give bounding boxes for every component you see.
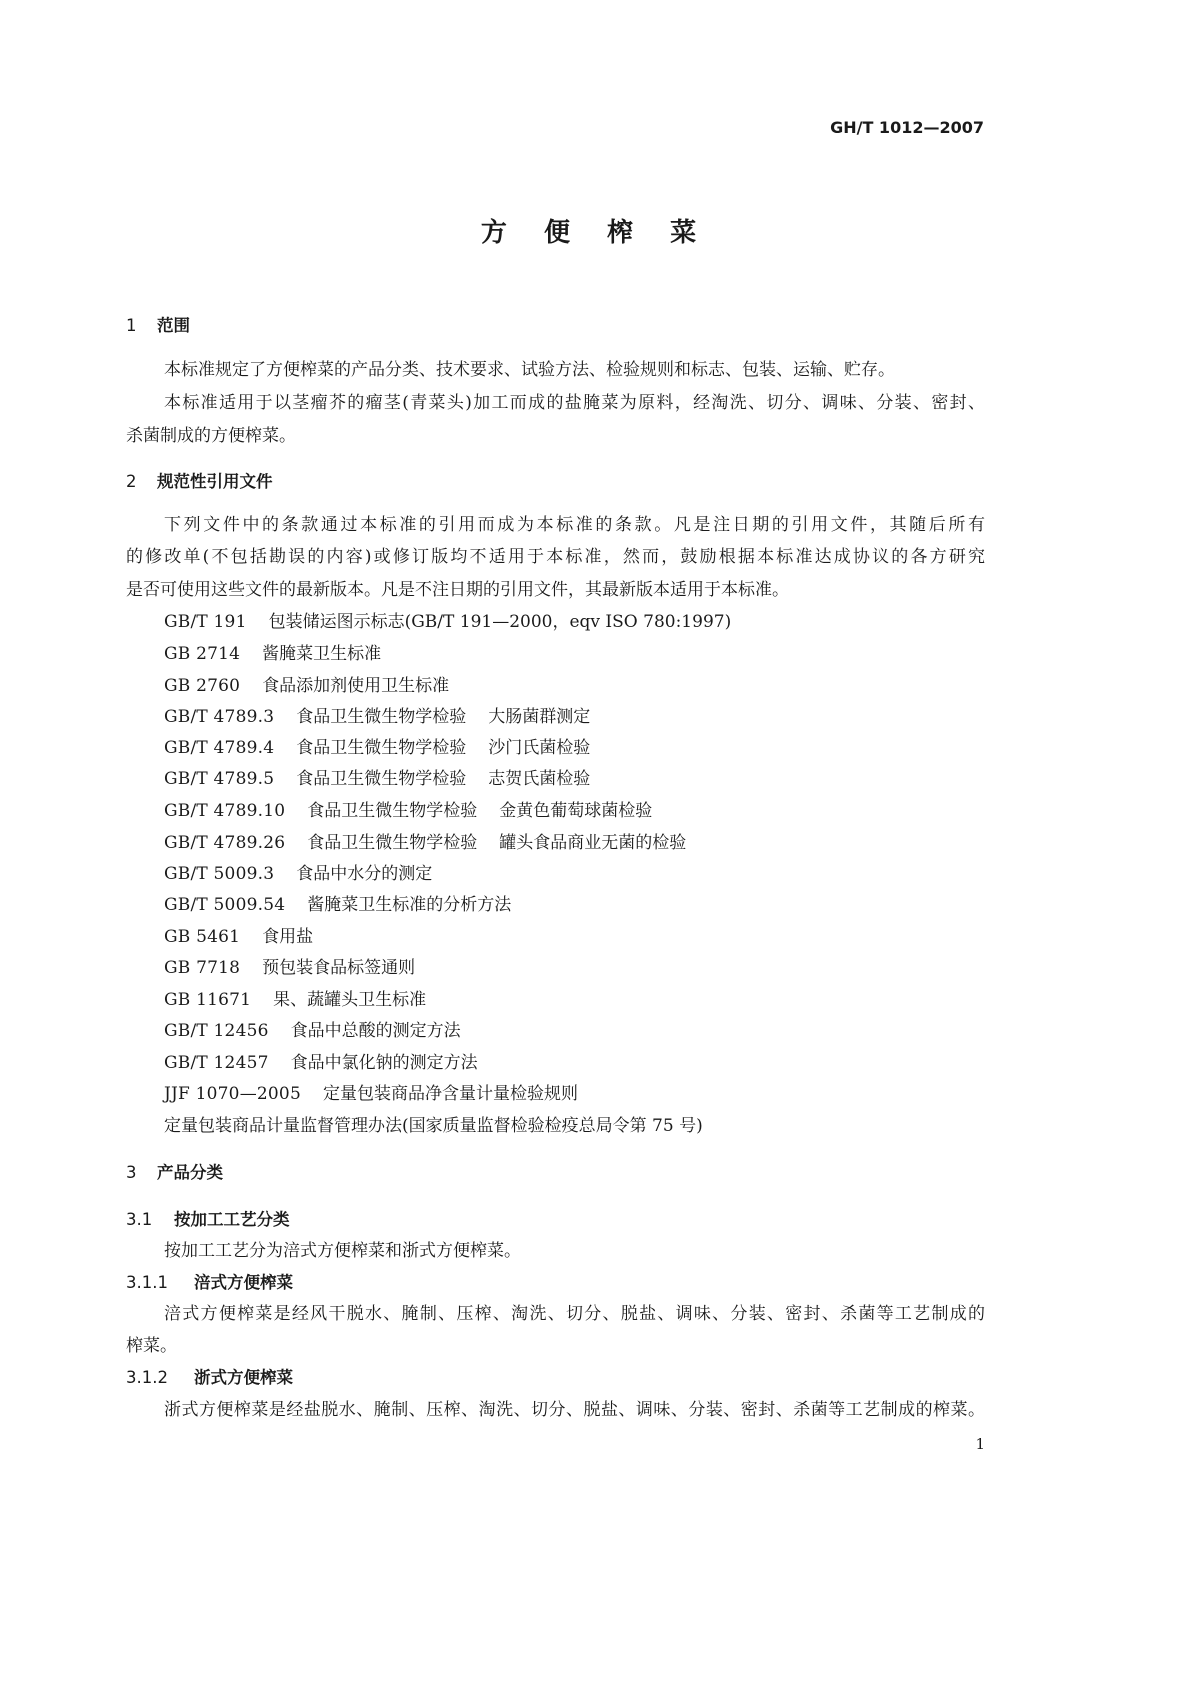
section-title: 按加工工艺分类 — [174, 1210, 290, 1229]
page-number: 1 — [975, 1435, 985, 1453]
section-number: 3 — [126, 1163, 137, 1182]
reference-item — [164, 956, 415, 980]
reference-item — [164, 705, 590, 729]
reference-code: GB 2760 — [164, 676, 241, 696]
reference-code: GB 7718 — [164, 958, 241, 978]
subsection-heading-3-1-2 — [126, 1366, 293, 1390]
reference-code: GB 5461 — [164, 927, 241, 947]
reference-title: 食品中氯化钠的测定方法 — [290, 1053, 478, 1073]
reference-code: GB/T 191 — [164, 612, 247, 632]
reference-item — [164, 988, 426, 1012]
reference-item — [164, 642, 381, 666]
reference-code: GB/T 4789.10 — [164, 801, 286, 821]
reference-item — [164, 799, 652, 823]
section-heading-3 — [126, 1161, 223, 1185]
paragraph: 的修改单(不包括勘误的内容)或修订版均不适用于本标准，然而，鼓励根据本标准达成协议的各方研究 — [126, 547, 985, 567]
paragraph: 浙式方便榨菜是经盐脱水、腌制、压榨、淘洗、切分、脱盐、调味、分装、密封、杀菌等工艺制成的榨菜。 — [164, 1400, 985, 1420]
reference-title: 食用盐 — [262, 927, 314, 947]
reference-code: GB/T 4789.5 — [164, 769, 275, 789]
reference-code: GB/T 4789.26 — [164, 833, 286, 853]
subsection-heading-3-1 — [126, 1208, 290, 1232]
reference-subtitle: 志贺氏菌检验 — [488, 769, 591, 789]
section-title: 规范性引用文件 — [157, 472, 273, 491]
reference-title: 食品中水分的测定 — [296, 864, 433, 884]
paragraph: 按加工工艺分为涪式方便榨菜和浙式方便榨菜。 — [164, 1241, 521, 1261]
paragraph: 是否可使用这些文件的最新版本。凡是不注日期的引用文件，其最新版本适用于本标准。 — [126, 580, 789, 600]
section-number: 3.1.1 — [126, 1273, 168, 1292]
reference-item — [164, 767, 590, 791]
reference-item — [164, 893, 511, 917]
section-number: 1 — [126, 316, 137, 335]
reference-item — [164, 1051, 478, 1075]
reference-item: 定量包装商品计量监督管理办法(国家质量监督检验检疫总局令第 75 号) — [164, 1116, 703, 1136]
reference-title: 果、蔬罐头卫生标准 — [273, 990, 427, 1010]
reference-item — [164, 1019, 461, 1043]
reference-code: GB/T 12457 — [164, 1053, 269, 1073]
reference-subtitle: 大肠菌群测定 — [488, 707, 591, 727]
reference-code: GB/T 5009.54 — [164, 895, 286, 915]
reference-code: GB/T 12456 — [164, 1021, 269, 1041]
reference-title: 预包装食品标签通则 — [262, 958, 416, 978]
reference-item — [164, 610, 731, 634]
reference-code: GB/T 4789.4 — [164, 738, 275, 758]
section-heading-2 — [126, 470, 273, 494]
reference-subtitle: 沙门氏菌检验 — [488, 738, 591, 758]
paragraph: 本标准适用于以茎瘤芥的瘤茎(青菜头)加工而成的盐腌菜为原料，经淘洗、切分、调味、分装、密封、 — [164, 393, 985, 413]
reference-title: 酱腌菜卫生标准的分析方法 — [307, 895, 512, 915]
paragraph: 榨菜。 — [126, 1336, 177, 1356]
reference-item — [164, 736, 590, 760]
section-title: 范围 — [157, 316, 190, 335]
section-title: 涪式方便榨菜 — [194, 1273, 293, 1292]
reference-title: 定量包装商品净含量计量检验规则 — [322, 1084, 578, 1104]
reference-title: 食品卫生微生物学检验 — [307, 801, 478, 821]
section-number: 3.1.2 — [126, 1368, 168, 1387]
section-heading-1 — [126, 314, 190, 338]
reference-code: GB 2714 — [164, 644, 241, 664]
reference-title: 包装储运图示标志(GB/T 191—2000，eqv ISO 780:1997) — [268, 612, 732, 632]
reference-code: GB/T 4789.3 — [164, 707, 275, 727]
reference-item — [164, 674, 449, 698]
section-title: 产品分类 — [157, 1163, 223, 1182]
reference-title: 酱腌菜卫生标准 — [262, 644, 382, 664]
paragraph: 杀菌制成的方便榨菜。 — [126, 426, 296, 446]
reference-title: 食品中总酸的测定方法 — [290, 1021, 461, 1041]
section-number: 2 — [126, 472, 137, 491]
reference-item — [164, 862, 432, 886]
paragraph: 本标准规定了方便榨菜的产品分类、技术要求、试验方法、检验规则和标志、包装、运输、贮存。 — [164, 360, 895, 380]
subsection-heading-3-1-1 — [126, 1271, 293, 1295]
reference-title: 食品卫生微生物学检验 — [296, 738, 467, 758]
reference-title: 食品添加剂使用卫生标准 — [262, 676, 450, 696]
reference-code: JJF 1070—2005 — [164, 1084, 301, 1104]
reference-item — [164, 1082, 578, 1106]
reference-code: GB 11671 — [164, 990, 252, 1010]
reference-title: 食品卫生微生物学检验 — [296, 769, 467, 789]
section-number: 3.1 — [126, 1210, 153, 1229]
section-title: 浙式方便榨菜 — [194, 1368, 293, 1387]
reference-subtitle: 罐头食品商业无菌的检验 — [499, 833, 687, 853]
reference-code: GB/T 5009.3 — [164, 864, 275, 884]
reference-title: 食品卫生微生物学检验 — [296, 707, 467, 727]
reference-subtitle: 金黄色葡萄球菌检验 — [499, 801, 653, 821]
page-title: 方 便 榨 菜 — [480, 218, 711, 248]
paragraph: 下列文件中的条款通过本标准的引用而成为本标准的条款。凡是注日期的引用文件，其随后所有 — [164, 515, 985, 535]
reference-item — [164, 831, 686, 855]
paragraph: 涪式方便榨菜是经风干脱水、腌制、压榨、淘洗、切分、脱盐、调味、分装、密封、杀菌等工艺制成的 — [164, 1304, 985, 1324]
reference-title: 食品卫生微生物学检验 — [307, 833, 478, 853]
standard-number: GH/T 1012—2007 — [830, 118, 984, 137]
reference-item — [164, 925, 313, 949]
